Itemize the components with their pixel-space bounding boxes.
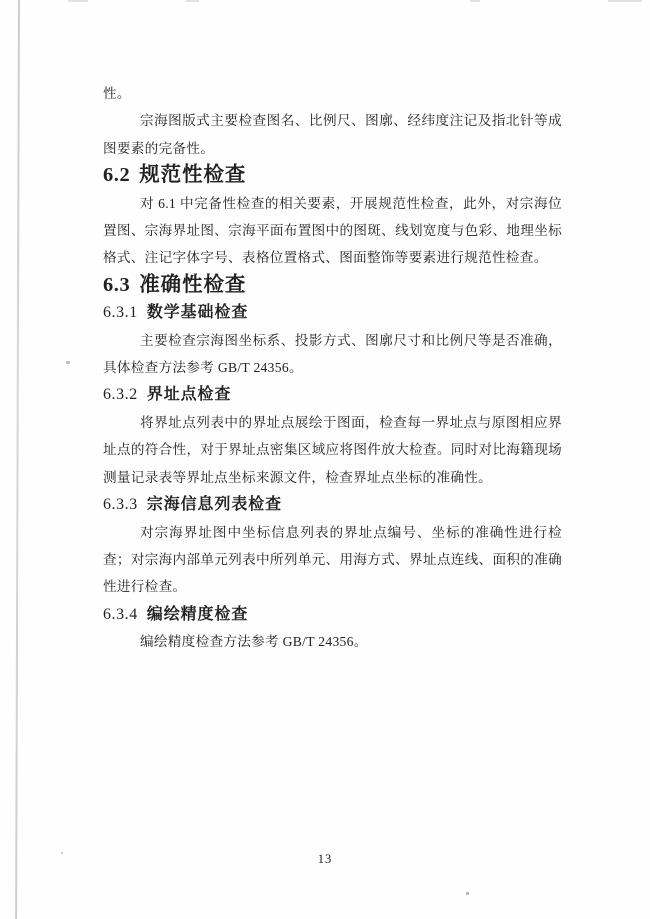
paragraph: 对宗海界址图中坐标信息列表的界址点编号、坐标的准确性进行检查；对宗海内部单元列表中所列单元、用海方式、界址点连线、面积的准确性进行检查。 [103,524,562,595]
section-heading-6-3-3 [103,491,562,518]
scan-smudge [186,0,199,2]
page-number: 13 [317,852,333,866]
heading-number: 6.3.3 [103,496,138,514]
paragraph: 编绘精度检查方法参考 GB/T 24356。 [140,634,368,650]
section-heading-6-3-2 [103,381,562,408]
heading-title: 规范性检查 [139,164,247,187]
section-heading-6-3-1 [103,299,562,326]
heading-number: 6.3 [103,273,131,296]
scan-smudge [68,0,88,2]
paragraph: 对 6.1 中完备性检查的相关要素，开展规范性检查，此外，对宗海位置图、宗海界址图、宗海平面布置图中的图斑、线划宽度与色彩、地理坐标格式、注记字体字号、表格位置格式、图面整饰等要素进行规范性检查。 [103,195,562,266]
scan-smudge [470,0,480,2]
scan-speck [66,361,70,364]
heading-title: 数学基础检查 [146,304,249,322]
heading-number: 6.3.1 [103,304,138,322]
heading-number: 6.3.4 [103,605,138,623]
scan-smudge [608,0,642,2]
section-heading-6-2 [103,162,562,189]
section-heading-6-3 [103,272,562,299]
scan-edge-line [15,0,20,919]
heading-title: 界址点检查 [146,386,232,404]
paragraph-continuation: 性。 [103,86,131,101]
heading-title: 准确性检查 [139,273,247,296]
paragraph: 宗海图版式主要检查图名、比例尺、图廓、经纬度注记及指北针等成图要素的完备性。 [103,113,562,156]
page-content [103,80,562,656]
paragraph: 将界址点列表中的界址点展绘于图面，检查每一界址点与原图相应界址点的符合性，对于界址点密集区域应将图件放大检查。同时对比海籍现场测量记录表等界址点坐标来源文件，检查界址点坐标的准确性。 [103,414,562,485]
heading-title: 宗海信息列表检查 [146,496,283,514]
heading-title: 编绘精度检查 [146,605,249,623]
section-heading-6-3-4 [103,601,562,628]
heading-number: 6.3.2 [103,386,138,404]
paragraph: 主要检查宗海图坐标系、投影方式、图廓尺寸和比例尺等是否准确，具体检查方法参考 GB/T 24356。 [103,332,562,376]
scan-speck [466,892,469,895]
heading-number: 6.2 [103,164,131,187]
